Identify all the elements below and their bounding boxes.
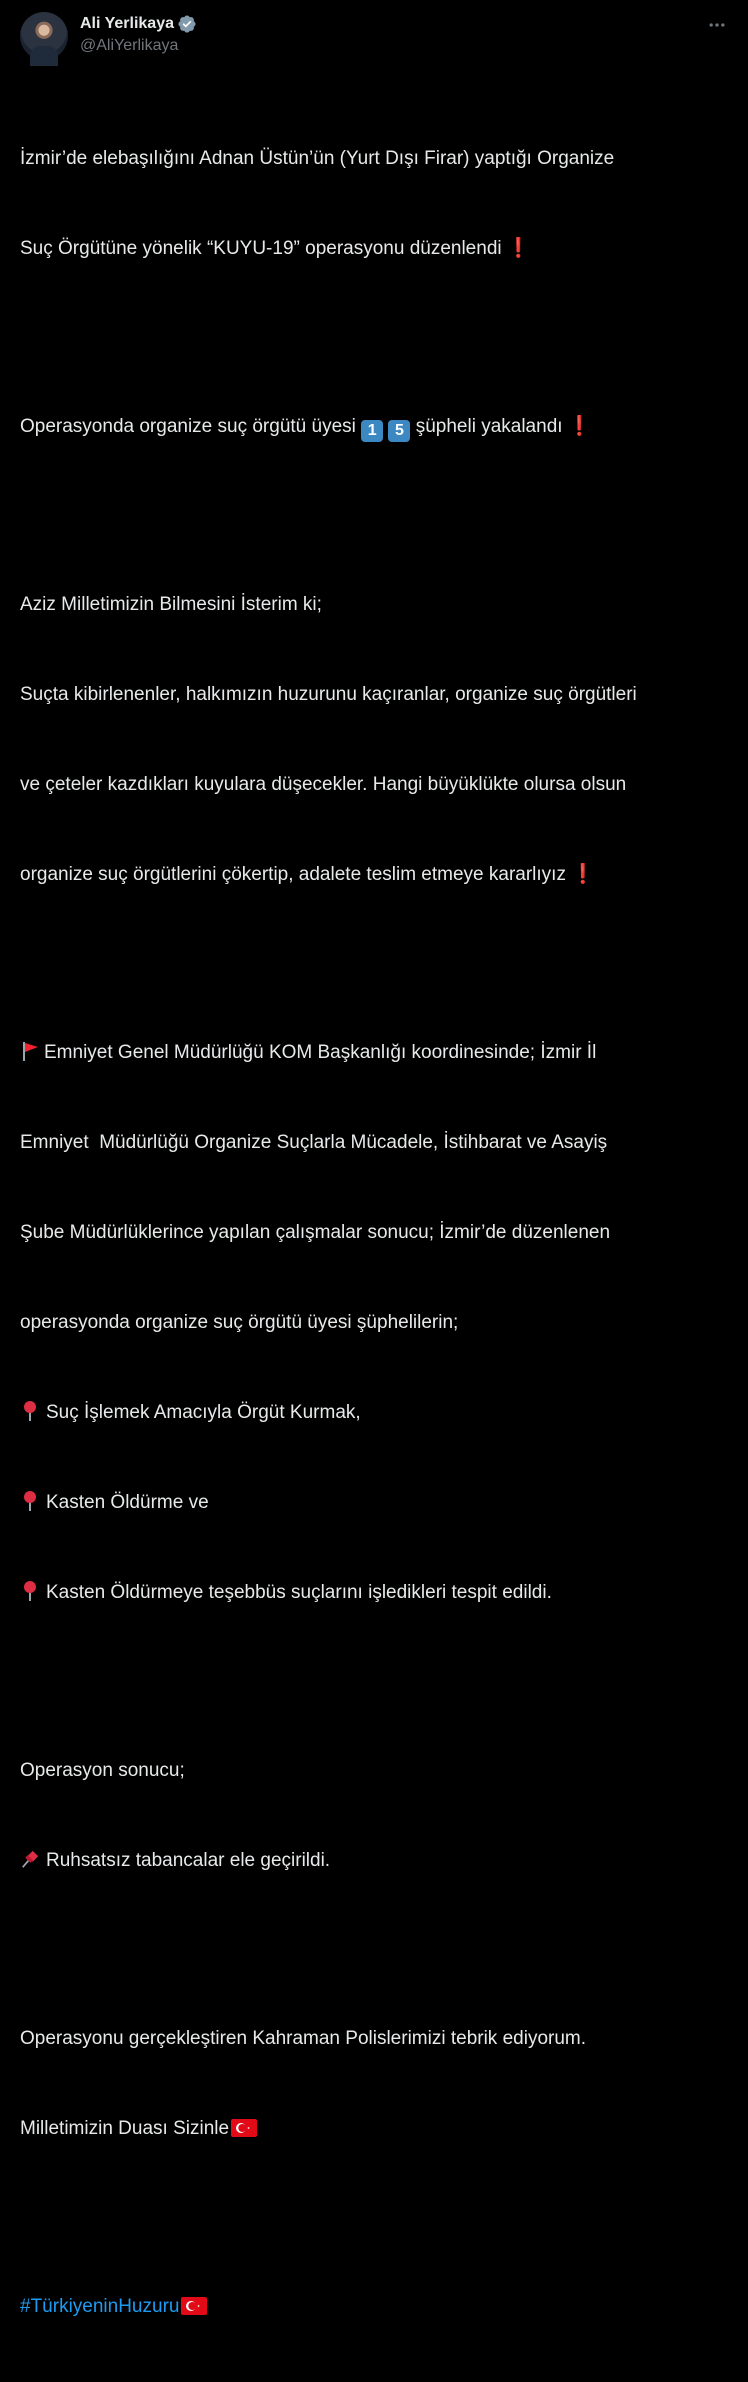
exclamation-icon: ❗ (571, 864, 595, 885)
text-line (20, 234, 728, 264)
text-line: Emniyet Müdürlüğü Organize Suçlarla Mücadele, İstihbarat ve Asayiş (20, 1132, 608, 1153)
text-line: İzmir’de elebaşılığını Adnan Üstün’ün (Yurt Dışı Firar) yaptığı Organize (20, 148, 615, 169)
text-segment: Kasten Öldürme ve (46, 1492, 209, 1513)
text-line: Şube Müdürlüklerince yapılan çalışmalar sonucu; İzmir’de düzenlenen (20, 1222, 611, 1243)
text-line: operasyonda organize suç örgütü üyesi şüphelilerin; (20, 1312, 459, 1333)
text-line: Operasyonu gerçekleştiren Kahraman Polislerimizi tebrik ediyorum. (20, 2028, 587, 2049)
name-row (80, 14, 197, 34)
text-segment: Operasyonda organize suç örgütü üyesi (20, 416, 362, 437)
exclamation-icon: ❗ (506, 238, 531, 259)
bullet-item (20, 1488, 728, 1518)
bullet-item (20, 1578, 728, 1608)
text-line (20, 860, 728, 890)
turkey-flag-icon (231, 2119, 257, 2137)
text-segment: organize suç örgütlerini çökertip, adalete teslim etmeye kararlıyız (20, 864, 572, 885)
text-line (20, 2292, 728, 2322)
text-line (20, 2114, 728, 2144)
text-segment: Kasten Öldürmeye teşebbüs suçlarını işledikleri tespit edildi. (46, 1582, 552, 1603)
text-segment: Suç İşlemek Amacıyla Örgüt Kurmak, (46, 1402, 361, 1423)
tweet-body (20, 84, 728, 2382)
keycap-digit-icon: 1 (361, 420, 383, 442)
more-options-button[interactable] (706, 14, 728, 36)
text-line (20, 1846, 728, 1876)
text-line: Suçta kibirlenenler, halkımızın huzurunu kaçıranlar, organize suç örgütleri (20, 684, 637, 705)
pushpin-icon (20, 1848, 40, 1870)
tweet-header (20, 12, 728, 72)
text-segment: Milletimizin Duası Sizinle (20, 2118, 230, 2139)
more-icon (707, 15, 727, 35)
text-segment: Ruhsatsız tabancalar ele geçirildi. (46, 1850, 331, 1871)
bullet-item (20, 1398, 728, 1428)
verified-badge-icon[interactable] (177, 14, 197, 34)
display-name[interactable]: Ali Yerlikaya (80, 15, 174, 32)
avatar[interactable] (20, 12, 68, 60)
exclamation-icon: ❗ (567, 416, 592, 437)
author-info (80, 12, 197, 55)
round-pin-icon (20, 1400, 40, 1422)
round-pin-icon (20, 1490, 40, 1512)
text-segment: Suç Örgütüne yönelik “KUYU-19” operasyonu düzenlendi (20, 238, 502, 259)
text-line (20, 1038, 728, 1068)
round-pin-icon (20, 1580, 40, 1602)
text-line (20, 412, 728, 442)
handle[interactable]: @AliYerlikaya (80, 37, 179, 54)
red-flag-icon (20, 1040, 40, 1062)
hashtag-link[interactable]: #TürkiyeninHuzuru (20, 2296, 180, 2317)
text-line: ve çeteler kazdıkları kuyulara düşecekler. Hangi büyüklükte olursa olsun (20, 774, 627, 795)
keycap-digit-icon: 5 (388, 420, 410, 442)
turkey-flag-icon (181, 2297, 207, 2315)
text-line: Aziz Milletimizin Bilmesini İsterim ki; (20, 594, 322, 615)
text-line: Operasyon sonucu; (20, 1760, 185, 1781)
text-segment: şüpheli yakalandı (410, 416, 563, 437)
text-segment: Emniyet Genel Müdürlüğü KOM Başkanlığı koordinesinde; İzmir İl (44, 1042, 597, 1063)
